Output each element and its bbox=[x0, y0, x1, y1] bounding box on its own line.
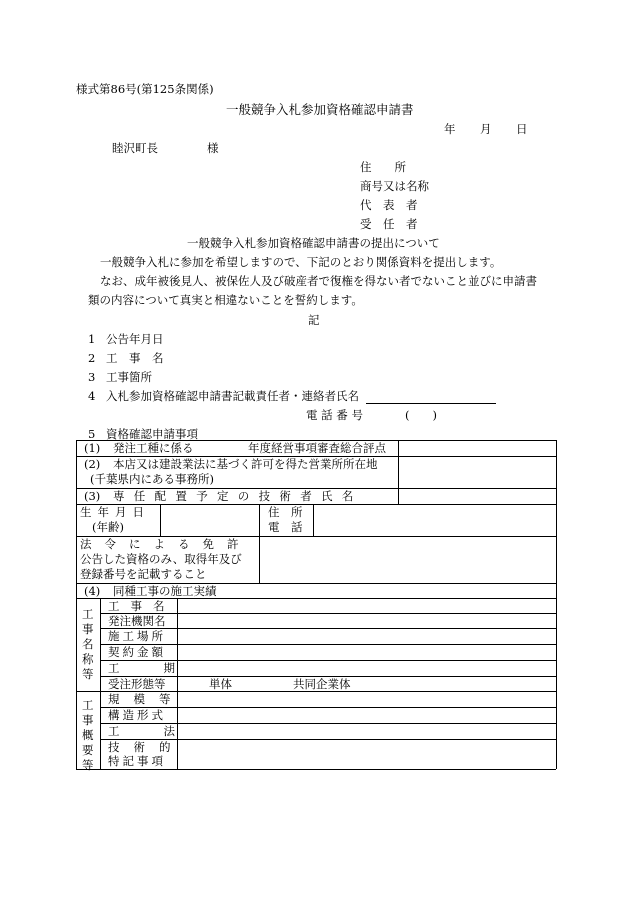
addressee-honorific: 様 bbox=[207, 141, 219, 155]
single-label: 単体 bbox=[209, 677, 232, 691]
row-2-label-a: 本店又は建設業法に基づく許可を得た営業所所在地 bbox=[113, 457, 378, 471]
date-year: 年 bbox=[444, 122, 456, 136]
subject: 一般競争入札参加資格確認申請書の提出について bbox=[187, 236, 440, 250]
body-paragraph-2-line2: 類の内容について真実と相違ないことを誓約します。 bbox=[88, 293, 363, 307]
body-paragraph-1: 一般競争入札に参加を希望しますので、下記のとおり関係資料を提出します。 bbox=[100, 255, 502, 269]
page-title: 一般競争入札参加資格確認申請書 bbox=[226, 102, 414, 117]
group2-label-char: 等 bbox=[82, 758, 94, 772]
item-5-label: 資格確認申請事項 bbox=[106, 427, 198, 441]
applicant-company-label: 商号又は名称 bbox=[360, 179, 429, 193]
group2-label-char: 事 bbox=[82, 713, 94, 727]
item-4-label: 入札参加資格確認申請書記載責任者・連絡者氏名 bbox=[106, 389, 359, 403]
technical-label-1: 技術的 bbox=[108, 740, 185, 754]
order-form-label: 受注形態等 bbox=[108, 677, 166, 691]
form-number: 様式第86号(第125条関係) bbox=[76, 82, 214, 96]
contract-amount-label: 契約金額 bbox=[108, 645, 166, 659]
row-1-label-b: 年度経営事項審査総合評点 bbox=[248, 441, 386, 455]
body-paragraph-2-line1: なお、成年被後見人、被保佐人及び破産者で復権を得ない者でないこと並びに申請書 bbox=[100, 274, 537, 288]
item-2-label: 工 事 名 bbox=[106, 351, 164, 365]
item-1-label: 公告年月日 bbox=[106, 332, 164, 346]
applicant-representative-label: 代 表 者 bbox=[360, 198, 418, 212]
row-2-label-b: (千葉県内にある事務所) bbox=[90, 472, 214, 486]
project-name-label: 工事名 bbox=[108, 599, 176, 613]
group1-label-char: 名 bbox=[82, 637, 94, 651]
construction-site-label: 施工場所 bbox=[108, 629, 166, 643]
ordering-agency-label: 発注機関名 bbox=[108, 614, 166, 628]
item-3-number: 3 bbox=[88, 370, 96, 384]
addressee-name: 睦沢町長 bbox=[112, 141, 158, 155]
row-4-number: (4) bbox=[84, 584, 101, 598]
item-3-label: 工事箇所 bbox=[106, 370, 152, 384]
row-3-label: 専任配置予定の技術者氏名 bbox=[113, 489, 363, 503]
group2-label-char: 要 bbox=[82, 743, 94, 757]
applicant-address-label: 住 所 bbox=[360, 160, 406, 174]
row-3-number: (3) bbox=[84, 489, 101, 503]
scale-label: 規模等 bbox=[108, 692, 185, 706]
construction-period-label: 工期 bbox=[108, 661, 219, 675]
item-1-number: 1 bbox=[88, 332, 96, 346]
item-5-number: 5 bbox=[88, 427, 96, 441]
birthdate-label: 生年月日 bbox=[80, 505, 150, 519]
phone-parens: ( ) bbox=[405, 408, 437, 422]
group1-label-char: 工 bbox=[82, 607, 94, 621]
row-1-number: (1) bbox=[84, 441, 101, 455]
group1-label-char: 事 bbox=[82, 622, 94, 636]
row-2-number: (2) bbox=[84, 457, 101, 471]
method-label: 工法 bbox=[108, 724, 219, 738]
row-4-label: 同種工事の施工実績 bbox=[113, 584, 217, 598]
date-day: 日 bbox=[516, 122, 528, 136]
contact-name-underline bbox=[366, 403, 496, 404]
license-label-2: 公告した資格のみ、取得年及び bbox=[80, 552, 242, 566]
group2-label-char: 工 bbox=[82, 698, 94, 712]
structure-type-label: 構造形式 bbox=[108, 708, 166, 722]
applicant-agent-label: 受 任 者 bbox=[360, 217, 418, 231]
phone-label: 電 話 番 号 bbox=[306, 408, 363, 422]
jv-label: 共同企業体 bbox=[293, 677, 351, 691]
row-1-label-a: 発注工種に係る bbox=[113, 441, 194, 455]
tel-label: 電 話 bbox=[268, 520, 303, 534]
license-label-3: 登録番号を記載すること bbox=[80, 567, 207, 581]
group1-label-char: 称 bbox=[82, 652, 94, 666]
item-2-number: 2 bbox=[88, 351, 96, 365]
date-month: 月 bbox=[480, 122, 492, 136]
item-4-number: 4 bbox=[88, 389, 96, 403]
group1-label-char: 等 bbox=[82, 667, 94, 681]
group2-label-char: 概 bbox=[82, 728, 94, 742]
technical-label-2: 特記事項 bbox=[108, 754, 166, 768]
address-label: 住 所 bbox=[268, 505, 303, 519]
license-label-1: 法令による免許 bbox=[80, 537, 252, 551]
ki-heading: 記 bbox=[308, 313, 320, 327]
age-label: (年齢) bbox=[92, 520, 124, 534]
